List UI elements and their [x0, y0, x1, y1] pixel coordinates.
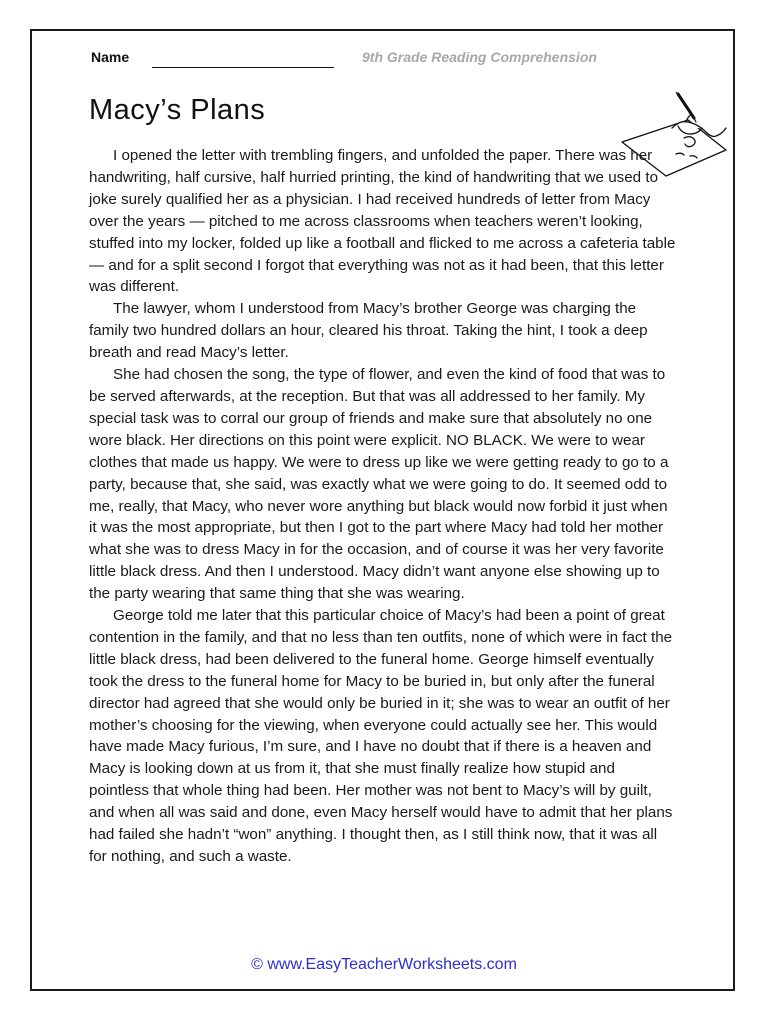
- name-label: Name: [91, 49, 130, 65]
- page-title: Macy’s Plans: [89, 94, 266, 126]
- worksheet-label: 9th Grade Reading Comprehension: [362, 49, 597, 65]
- story-text: [89, 145, 679, 868]
- paragraph-2: The lawyer, whom I understood from Macy’s brother George was charging the family two hundred dollars an hour, cleared his throat. Taking the hint, I took a deep breath and read Macy’s letter.: [89, 300, 648, 362]
- paragraph-3: She had chosen the song, the type of flower, and even the kind of food that was to be served afterwards, at the reception. But that was all addressed to her family. My special task was to corral our group of friends and make sure that absolutely no one wore black. Her directions on this point were explicit. NO BLACK. We were to wear clothes that made us happy. We were to dress up like we were getting ready to go to a party, because that, she said, was exactly what we were going to do. It seemed odd to me, really, that Macy, who never wore anything but black would now forbid it just when it was the most appropriate, but then I got to the part where Macy had told her mother what she was to dress Macy in for the occasion, and of course it was her very favorite little black dress. And then I understood. Macy didn’t want anyone else showing up to the party wearing that same thing that she was wearing.: [89, 366, 669, 603]
- name-input-line[interactable]: [152, 67, 334, 68]
- footer-link[interactable]: © www.EasyTeacherWorksheets.com: [251, 956, 517, 973]
- paragraph-4: George told me later that this particular choice of Macy’s had been a point of great contention in the family, and that no less than ten outfits, none of which were in fact the little black dress, had been delivered to the funeral home. George himself eventually took the dress to the funeral home for Macy to be buried in, but only after the funeral director had agreed that she would only be buried in it; she was to wear an outfit of her mother’s choosing for the viewing, when everyone could actually see her. This would have made Macy furious, I’m sure, and I have no doubt that if there is a heaven and Macy is looking down at us from it, that she must finally realize how stupid and pointless that whole thing had been. Her mother was not bent to Macy’s will by guilt, and when all was said and done, even Macy herself would have to admit that her plans had failed she hadn’t “won” anything. I thought then, as I still think now, that it was all for nothing, and such a waste.: [89, 607, 673, 865]
- paragraph-1: I opened the letter with trembling fingers, and unfolded the paper. There was her handwriting, half cursive, half hurried printing, the kind of handwriting that we used to joke surely qualified her as a physician. I had received hundreds of letter from Macy over the years — pitched to me across classrooms when teachers weren’t looking, stuffed into my locker, folded up like a football and flicked to me across a cafeteria table — and for a split second I forgot that everything was not as it had been, that this letter was different.: [89, 147, 676, 296]
